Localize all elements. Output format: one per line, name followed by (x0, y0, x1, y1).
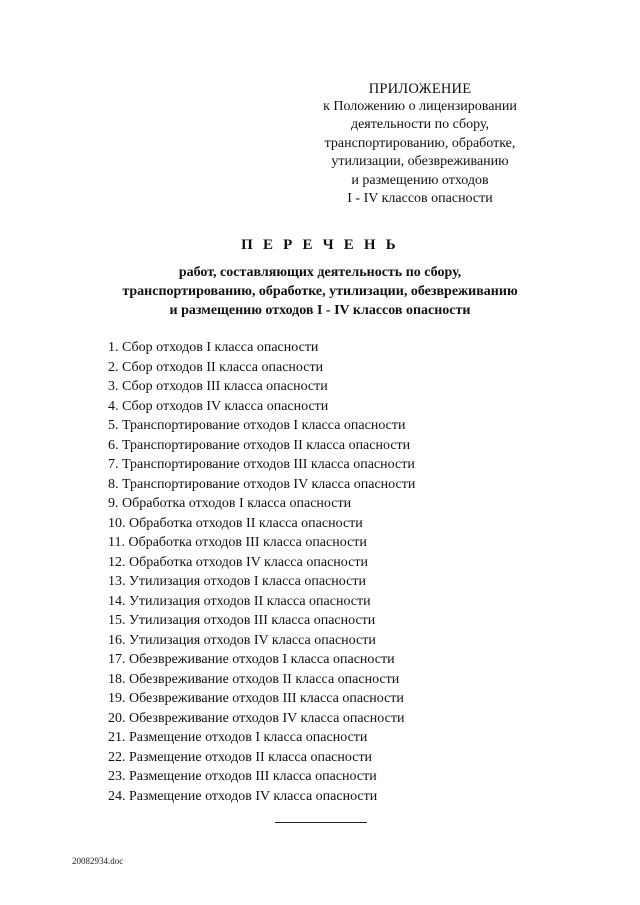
list-item: 15. Утилизация отходов III класса опасности (108, 613, 376, 628)
list-heading-block (60, 235, 580, 320)
list-item: 23. Размещение отходов III класса опасности (108, 769, 377, 784)
list-item: 7. Транспортирование отходов III класса опасности (108, 457, 415, 472)
list-item: 11. Обработка отходов III класса опасности (108, 535, 367, 550)
list-item: 20. Обезвреживание отходов IV класса опасности (108, 710, 405, 726)
list-title: П Е Р Е Ч Е Н Ь (241, 237, 399, 253)
appendix-line: утилизации, обезвреживанию (331, 154, 509, 170)
list-item: 14. Утилизация отходов II класса опасности (108, 593, 371, 609)
work-list (108, 338, 528, 806)
list-item: 4. Сбор отходов IV класса опасности (108, 398, 329, 414)
appendix-title: ПРИЛОЖЕНИЕ (368, 81, 472, 97)
appendix-block (300, 80, 540, 208)
list-item: 13. Утилизация отходов I класса опасности (108, 574, 366, 589)
appendix-line: к Положению о лицензировании (323, 99, 517, 114)
appendix-line: и размещению отходов (351, 172, 489, 188)
list-item: 1. Сбор отходов I класса опасности (108, 340, 319, 355)
list-item: 12. Обработка отходов IV класса опасности (108, 554, 368, 570)
list-item: 6. Транспортирование отходов II класса опасности (108, 437, 411, 453)
appendix-line: транспортированию, обработке, (324, 135, 516, 151)
list-item: 18. Обезвреживание отходов II класса опасности (108, 671, 400, 687)
list-item: 2. Сбор отходов II класса опасности (108, 359, 324, 375)
appendix-line: I - IV классов опасности (347, 191, 493, 207)
list-item: 21. Размещение отходов I класса опасности (108, 730, 368, 745)
list-item: 19. Обезвреживание отходов III класса опасности (108, 691, 404, 706)
list-item: 5. Транспортирование отходов I класса опасности (108, 418, 406, 433)
appendix-line: деятельности по сбору, (350, 117, 490, 133)
list-subtitle-line: транспортированию, обработке, утилизации, обезвреживанию (122, 284, 518, 299)
list-subtitle-line: и размещению отходов I - IV классов опасности (169, 303, 471, 318)
list-item: 8. Транспортирование отходов IV класса опасности (108, 476, 416, 492)
footer-file-name: 20082934.doc (72, 856, 124, 866)
list-item: 16. Утилизация отходов IV класса опасности (108, 632, 376, 648)
list-item: 10. Обработка отходов II класса опасности (108, 515, 363, 531)
list-item: 9. Обработка отходов I класса опасности (108, 496, 352, 511)
list-item: 22. Размещение отходов II класса опасности (108, 749, 373, 765)
list-item: 17. Обезвреживание отходов I класса опасности (108, 652, 395, 667)
list-subtitle-line: работ, составляющих деятельность по сбору, (178, 265, 462, 280)
list-item: 3. Сбор отходов III класса опасности (108, 379, 328, 394)
list-item: 24. Размещение отходов IV класса опасности (108, 788, 378, 804)
closing-divider (275, 822, 367, 823)
